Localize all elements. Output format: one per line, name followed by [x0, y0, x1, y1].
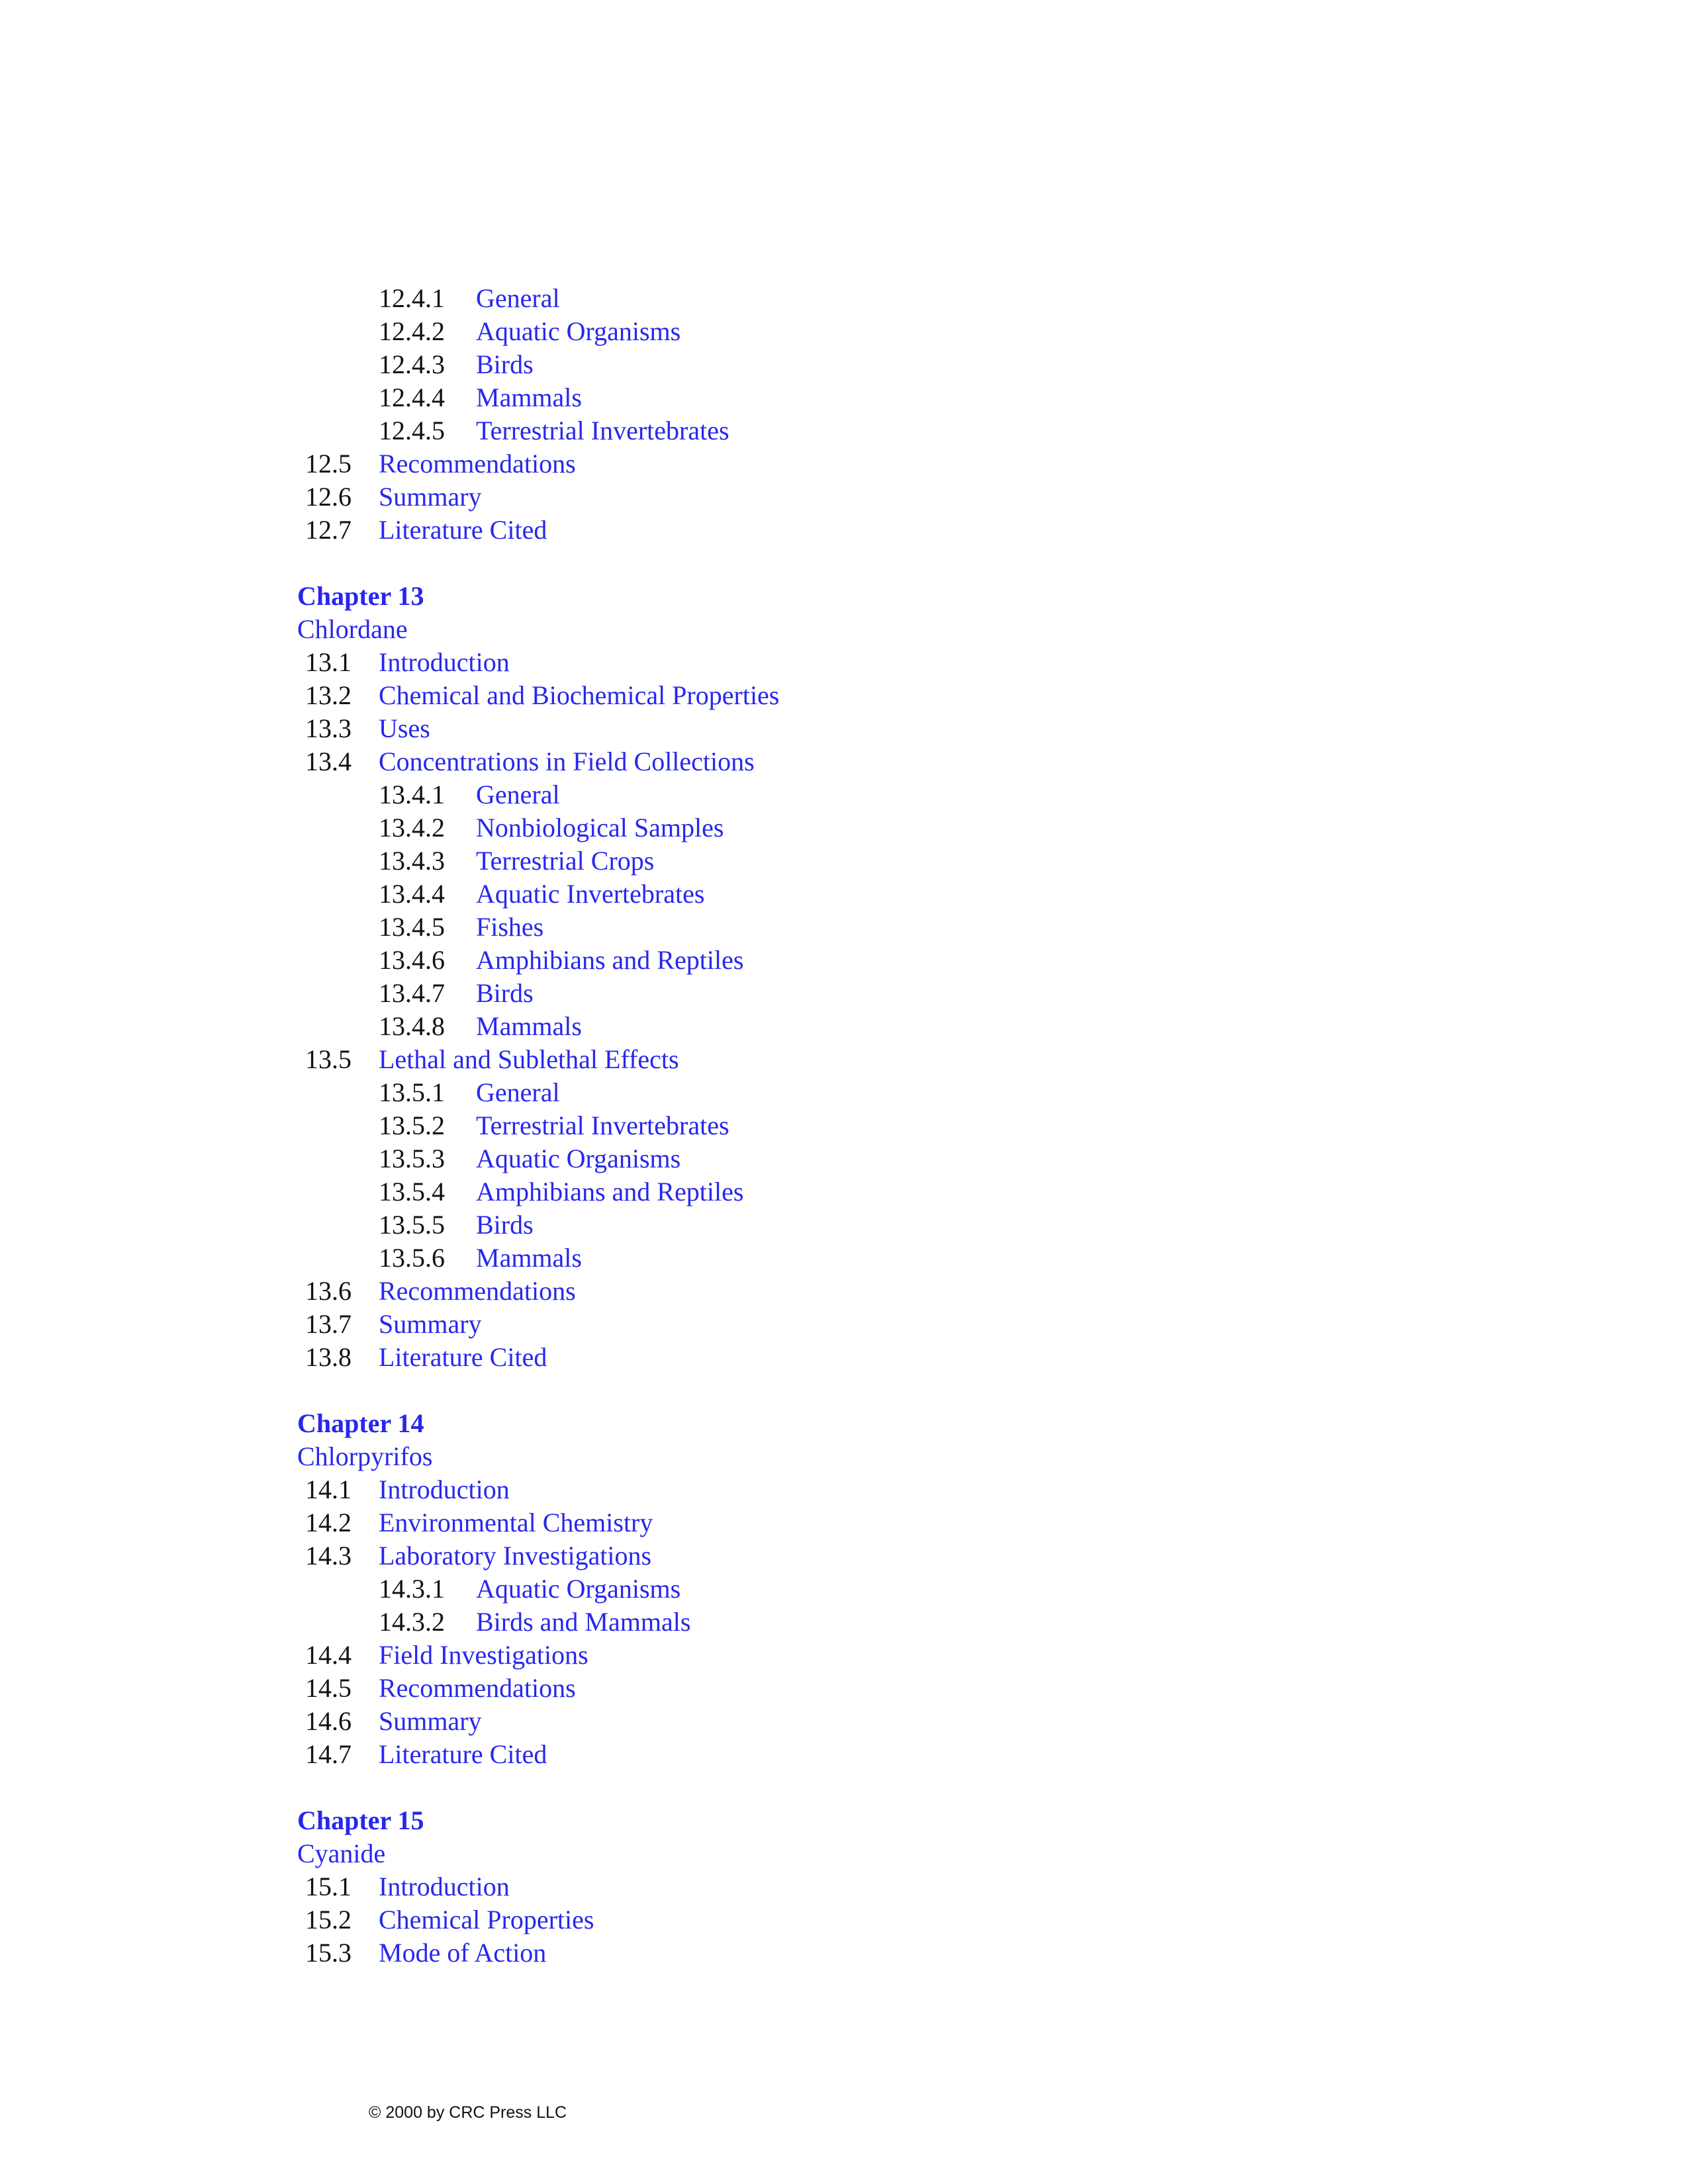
- toc-section-entry: [297, 712, 1290, 745]
- section-link[interactable]: Aquatic Organisms: [476, 316, 681, 346]
- toc-subsection-entry: [297, 977, 1290, 1010]
- section-number: 13.4: [305, 747, 352, 776]
- section-link[interactable]: General: [476, 1077, 560, 1107]
- section-link[interactable]: Birds: [476, 349, 534, 379]
- toc-section-entry: [297, 514, 1290, 547]
- chapter-spacer: [297, 547, 1290, 580]
- toc-subsection-entry: [297, 282, 1290, 315]
- chapter-title-row: [297, 1440, 1290, 1473]
- section-link[interactable]: Recommendations: [379, 1276, 576, 1306]
- section-number: 13.6: [305, 1276, 352, 1306]
- section-number: 13.4.4: [379, 879, 445, 909]
- toc-section-entry: [297, 1539, 1290, 1572]
- section-link[interactable]: Lethal and Sublethal Effects: [379, 1044, 679, 1074]
- table-of-contents: [297, 282, 1290, 1970]
- chapter-title-row: [297, 613, 1290, 646]
- section-link[interactable]: Mammals: [476, 1011, 582, 1041]
- toc-subsection-entry: [297, 778, 1290, 811]
- section-number: 13.3: [305, 713, 352, 743]
- section-number: 12.4.1: [379, 283, 445, 313]
- toc-section-entry: [297, 480, 1290, 514]
- section-number: 12.4.3: [379, 349, 445, 379]
- toc-section-entry: [297, 679, 1290, 712]
- toc-subsection-entry: [297, 414, 1290, 447]
- toc-section-entry: [297, 1473, 1290, 1506]
- section-link[interactable]: Nonbiological Samples: [476, 813, 724, 842]
- toc-subsection-entry: [297, 1606, 1290, 1639]
- section-number: 13.5.4: [379, 1177, 445, 1206]
- section-link[interactable]: Environmental Chemistry: [379, 1508, 653, 1537]
- section-number: 14.6: [305, 1706, 352, 1736]
- chapter-title-link[interactable]: Chlordane: [297, 614, 408, 644]
- section-link[interactable]: Introduction: [379, 1475, 510, 1504]
- chapter-label-link[interactable]: Chapter 15: [297, 1805, 424, 1835]
- section-link[interactable]: Amphibians and Reptiles: [476, 945, 744, 975]
- section-number: 13.5.6: [379, 1243, 445, 1273]
- toc-section-entry: [297, 1705, 1290, 1738]
- section-number: 14.3: [305, 1541, 352, 1570]
- toc-subsection-entry: [297, 844, 1290, 878]
- chapter-title-link[interactable]: Cyanide: [297, 1839, 386, 1868]
- section-link[interactable]: Summary: [379, 1706, 482, 1736]
- section-link[interactable]: Terrestrial Crops: [476, 846, 655, 876]
- section-link[interactable]: Aquatic Invertebrates: [476, 879, 705, 909]
- section-number: 14.7: [305, 1739, 352, 1769]
- toc-subsection-entry: [297, 315, 1290, 348]
- section-number: 13.5.3: [379, 1144, 445, 1173]
- toc-subsection-entry: [297, 1109, 1290, 1142]
- section-link[interactable]: Aquatic Organisms: [476, 1574, 681, 1604]
- toc-subsection-entry: [297, 1010, 1290, 1043]
- section-number: 12.6: [305, 482, 352, 512]
- section-link[interactable]: Chemical and Biochemical Properties: [379, 680, 780, 710]
- section-number: 14.3.2: [379, 1607, 445, 1637]
- section-number: 14.4: [305, 1640, 352, 1670]
- section-link[interactable]: Birds: [476, 1210, 534, 1240]
- section-number: 13.4.2: [379, 813, 445, 842]
- section-number: 14.2: [305, 1508, 352, 1537]
- section-link[interactable]: Chemical Properties: [379, 1905, 594, 1934]
- section-link[interactable]: Mammals: [476, 383, 582, 412]
- section-number: 13.4.7: [379, 978, 445, 1008]
- section-link[interactable]: Introduction: [379, 1872, 510, 1901]
- chapter-title-row: [297, 1837, 1290, 1870]
- section-link[interactable]: Terrestrial Invertebrates: [476, 416, 729, 445]
- section-link[interactable]: Concentrations in Field Collections: [379, 747, 755, 776]
- section-link[interactable]: Mode of Action: [379, 1938, 547, 1968]
- section-number: 13.5: [305, 1044, 352, 1074]
- section-link[interactable]: Literature Cited: [379, 515, 547, 545]
- section-link[interactable]: Laboratory Investigations: [379, 1541, 652, 1570]
- section-number: 15.3: [305, 1938, 352, 1968]
- toc-section-entry: [297, 1870, 1290, 1903]
- chapter-heading: [297, 1804, 1290, 1837]
- section-link[interactable]: Recommendations: [379, 449, 576, 478]
- toc-subsection-entry: [297, 348, 1290, 381]
- section-number: 13.2: [305, 680, 352, 710]
- section-number: 13.5.2: [379, 1111, 445, 1140]
- toc-section-entry: [297, 646, 1290, 679]
- toc-subsection-entry: [297, 1175, 1290, 1208]
- section-link[interactable]: Recommendations: [379, 1673, 576, 1703]
- section-number: 14.5: [305, 1673, 352, 1703]
- toc-section-entry: [297, 1308, 1290, 1341]
- toc-section-entry: [297, 1639, 1290, 1672]
- toc-section-entry: [297, 1341, 1290, 1374]
- section-link[interactable]: Uses: [379, 713, 430, 743]
- section-number: 12.5: [305, 449, 352, 478]
- chapter-label-link[interactable]: Chapter 14: [297, 1408, 424, 1438]
- section-number: 14.1: [305, 1475, 352, 1504]
- section-number: 15.2: [305, 1905, 352, 1934]
- toc-subsection-entry: [297, 381, 1290, 414]
- section-number: 13.8: [305, 1342, 352, 1372]
- toc-subsection-entry: [297, 911, 1290, 944]
- section-number: 13.4.6: [379, 945, 445, 975]
- section-number: 13.4.1: [379, 780, 445, 809]
- toc-subsection-entry: [297, 1142, 1290, 1175]
- chapter-label-link[interactable]: Chapter 13: [297, 581, 424, 611]
- section-link[interactable]: Introduction: [379, 647, 510, 677]
- section-link[interactable]: Amphibians and Reptiles: [476, 1177, 744, 1206]
- section-number: 13.4.5: [379, 912, 445, 942]
- chapter-title-link[interactable]: Chlorpyrifos: [297, 1441, 433, 1471]
- section-link[interactable]: Field Investigations: [379, 1640, 588, 1670]
- chapter-spacer: [297, 1374, 1290, 1407]
- section-link[interactable]: Summary: [379, 482, 482, 512]
- section-link[interactable]: Literature Cited: [379, 1739, 547, 1769]
- toc-subsection-entry: [297, 1076, 1290, 1109]
- section-number: 15.1: [305, 1872, 352, 1901]
- toc-section-entry: [297, 1506, 1290, 1539]
- section-number: 13.5.5: [379, 1210, 445, 1240]
- section-number: 14.3.1: [379, 1574, 445, 1604]
- toc-section-entry: [297, 745, 1290, 778]
- section-number: 12.4.4: [379, 383, 445, 412]
- section-link[interactable]: General: [476, 283, 560, 313]
- chapter-spacer: [297, 1771, 1290, 1804]
- section-link[interactable]: Summary: [379, 1309, 482, 1339]
- section-link[interactable]: General: [476, 780, 560, 809]
- section-number: 13.5.1: [379, 1077, 445, 1107]
- toc-section-entry: [297, 1275, 1290, 1308]
- copyright-footer: © 2000 by CRC Press LLC: [369, 2103, 567, 2122]
- section-link[interactable]: Birds and Mammals: [476, 1607, 691, 1637]
- section-number: 13.4.3: [379, 846, 445, 876]
- section-number: 13.4.8: [379, 1011, 445, 1041]
- toc-subsection-entry: [297, 811, 1290, 844]
- toc-section-entry: [297, 1936, 1290, 1970]
- toc-section-entry: [297, 1043, 1290, 1076]
- chapter-heading: [297, 1407, 1290, 1440]
- toc-section-entry: [297, 1738, 1290, 1771]
- toc-subsection-entry: [297, 1242, 1290, 1275]
- section-link[interactable]: Aquatic Organisms: [476, 1144, 681, 1173]
- section-number: 12.4.2: [379, 316, 445, 346]
- toc-section-entry: [297, 1903, 1290, 1936]
- toc-subsection-entry: [297, 878, 1290, 911]
- section-number: 12.4.5: [379, 416, 445, 445]
- section-number: 13.7: [305, 1309, 352, 1339]
- section-number: 13.1: [305, 647, 352, 677]
- section-number: 12.7: [305, 515, 352, 545]
- section-link[interactable]: Fishes: [476, 912, 544, 942]
- section-link[interactable]: Birds: [476, 978, 534, 1008]
- section-link[interactable]: Literature Cited: [379, 1342, 547, 1372]
- chapter-heading: [297, 580, 1290, 613]
- toc-subsection-entry: [297, 1572, 1290, 1606]
- toc-subsection-entry: [297, 944, 1290, 977]
- toc-section-entry: [297, 1672, 1290, 1705]
- section-link[interactable]: Terrestrial Invertebrates: [476, 1111, 729, 1140]
- toc-section-entry: [297, 447, 1290, 480]
- toc-subsection-entry: [297, 1208, 1290, 1242]
- section-link[interactable]: Mammals: [476, 1243, 582, 1273]
